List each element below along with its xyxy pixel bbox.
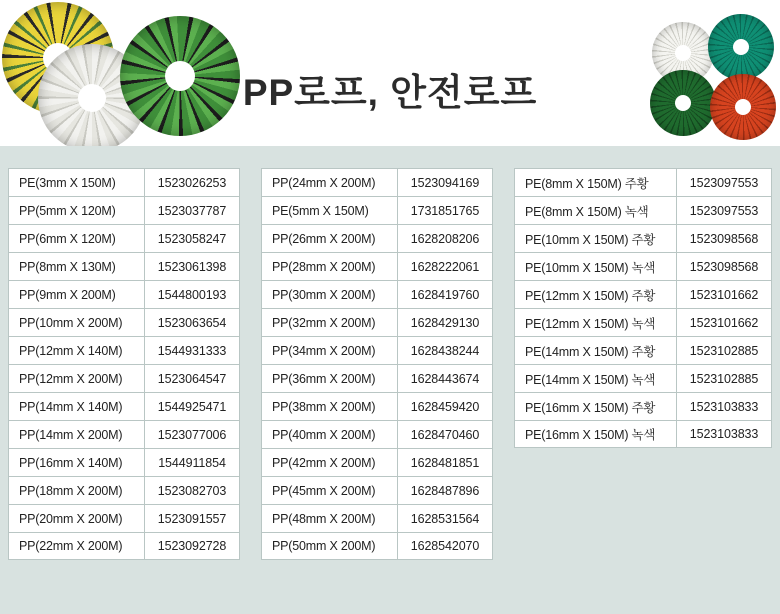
product-code: 1628481851 xyxy=(397,449,492,476)
product-spec: PP(24mm X 200M) xyxy=(272,175,376,190)
product-spec: PP(14mm X 200M) xyxy=(19,427,123,442)
page-header xyxy=(0,0,780,146)
product-spec: PP(40mm X 200M) xyxy=(272,427,376,442)
table-row xyxy=(8,280,240,308)
product-code: 1628470460 xyxy=(397,421,492,448)
product-code: 1523077006 xyxy=(144,421,239,448)
product-spec: PP(8mm X 130M) xyxy=(19,259,116,274)
table-row xyxy=(8,364,240,392)
product-code: 1628419760 xyxy=(397,281,492,308)
dark-green-rope-coil-icon xyxy=(650,70,716,136)
product-code: 1523101662 xyxy=(676,309,771,336)
table-row xyxy=(8,532,240,560)
table-row xyxy=(8,196,240,224)
product-code: 1628531564 xyxy=(397,505,492,532)
product-code: 1628542070 xyxy=(397,533,492,559)
product-spec: PE(10mm X 150M) 녹색 xyxy=(525,260,656,275)
product-spec: PP(14mm X 140M) xyxy=(19,399,123,414)
product-code: 1523103833 xyxy=(676,393,771,420)
table-row xyxy=(8,392,240,420)
table-row xyxy=(8,252,240,280)
product-code: 1523091557 xyxy=(144,505,239,532)
product-spec: PE(14mm X 150M) 주황 xyxy=(525,344,656,359)
page-title: PP로프, 안전로프 xyxy=(242,72,538,113)
product-spec: PP(28mm X 200M) xyxy=(272,259,376,274)
table-row xyxy=(261,532,493,560)
product-code: 1544925471 xyxy=(144,393,239,420)
product-column-1 xyxy=(8,168,240,560)
product-code: 1523063654 xyxy=(144,309,239,336)
product-code: 1523026253 xyxy=(144,169,239,196)
product-spec: PP(6mm X 120M) xyxy=(19,231,116,246)
product-code: 1544931333 xyxy=(144,337,239,364)
product-code: 1628438244 xyxy=(397,337,492,364)
product-spec: PP(38mm X 200M) xyxy=(272,399,376,414)
product-spec: PP(9mm X 200M) xyxy=(19,287,116,302)
product-code: 1628443674 xyxy=(397,365,492,392)
table-row xyxy=(261,420,493,448)
product-spec: PP(10mm X 200M) xyxy=(19,315,123,330)
product-code: 1523097553 xyxy=(676,197,771,224)
product-table-board xyxy=(0,146,780,614)
table-row xyxy=(514,308,772,336)
table-row xyxy=(8,308,240,336)
product-code: 1628208206 xyxy=(397,225,492,252)
product-code: 1544911854 xyxy=(144,449,239,476)
product-code: 1628429130 xyxy=(397,309,492,336)
product-code: 1523103833 xyxy=(676,421,771,447)
product-spec: PE(12mm X 150M) 녹색 xyxy=(525,316,656,331)
table-row xyxy=(261,224,493,252)
table-row xyxy=(514,420,772,448)
table-row xyxy=(261,280,493,308)
product-spec: PP(12mm X 200M) xyxy=(19,371,123,386)
teal-rope-coil-icon xyxy=(708,14,774,80)
product-table-columns xyxy=(0,168,780,560)
table-row xyxy=(514,252,772,280)
product-spec: PP(20mm X 200M) xyxy=(19,511,123,526)
table-row xyxy=(261,252,493,280)
product-code: 1523102885 xyxy=(676,337,771,364)
table-row xyxy=(8,448,240,476)
product-spec: PE(14mm X 150M) 녹색 xyxy=(525,372,656,387)
product-code: 1628459420 xyxy=(397,393,492,420)
table-row xyxy=(514,224,772,252)
table-row xyxy=(261,308,493,336)
table-row xyxy=(514,392,772,420)
product-code: 1628222061 xyxy=(397,253,492,280)
table-row xyxy=(8,476,240,504)
product-spec: PP(18mm X 200M) xyxy=(19,483,123,498)
table-row xyxy=(261,336,493,364)
product-spec: PP(36mm X 200M) xyxy=(272,371,376,386)
table-row xyxy=(514,364,772,392)
product-code: 1628487896 xyxy=(397,477,492,504)
table-row xyxy=(514,168,772,196)
product-spec: PP(26mm X 200M) xyxy=(272,231,376,246)
product-code: 1523037787 xyxy=(144,197,239,224)
table-row xyxy=(261,504,493,532)
product-spec: PE(3mm X 150M) xyxy=(19,175,116,190)
product-spec: PE(12mm X 150M) 주황 xyxy=(525,288,656,303)
product-spec: PE(16mm X 150M) 녹색 xyxy=(525,428,656,442)
product-spec: PP(45mm X 200M) xyxy=(272,483,376,498)
product-spec: PP(50mm X 200M) xyxy=(272,539,376,553)
product-spec: PE(5mm X 150M) xyxy=(272,203,369,218)
product-code: 1523082703 xyxy=(144,477,239,504)
product-code: 1523102885 xyxy=(676,365,771,392)
product-spec: PP(32mm X 200M) xyxy=(272,315,376,330)
table-row xyxy=(261,364,493,392)
product-spec: PP(48mm X 200M) xyxy=(272,511,376,526)
product-spec: PP(30mm X 200M) xyxy=(272,287,376,302)
table-row xyxy=(8,420,240,448)
table-row xyxy=(261,168,493,196)
product-code: 1523058247 xyxy=(144,225,239,252)
table-row xyxy=(8,336,240,364)
product-code: 1544800193 xyxy=(144,281,239,308)
product-code: 1731851765 xyxy=(397,197,492,224)
product-spec: PP(5mm X 120M) xyxy=(19,203,116,218)
product-spec: PE(10mm X 150M) 주황 xyxy=(525,232,656,247)
product-spec: PE(16mm X 150M) 주황 xyxy=(525,400,656,415)
product-spec: PE(8mm X 150M) 주황 xyxy=(525,176,649,191)
product-spec: PP(12mm X 140M) xyxy=(19,343,123,358)
product-code: 1523064547 xyxy=(144,365,239,392)
rope-artwork-right xyxy=(650,0,780,146)
table-row xyxy=(514,336,772,364)
product-code: 1523098568 xyxy=(676,225,771,252)
product-code: 1523092728 xyxy=(144,533,239,559)
table-row xyxy=(8,224,240,252)
product-code: 1523098568 xyxy=(676,253,771,280)
product-code: 1523097553 xyxy=(676,169,771,196)
product-spec: PP(22mm X 200M) xyxy=(19,539,123,553)
table-row xyxy=(261,476,493,504)
product-spec: PP(34mm X 200M) xyxy=(272,343,376,358)
table-row xyxy=(514,196,772,224)
table-row xyxy=(261,196,493,224)
table-row xyxy=(514,280,772,308)
table-row xyxy=(8,168,240,196)
product-code: 1523094169 xyxy=(397,169,492,196)
product-column-3 xyxy=(514,168,772,560)
product-spec: PP(42mm X 200M) xyxy=(272,455,376,470)
product-code: 1523061398 xyxy=(144,253,239,280)
table-row xyxy=(261,448,493,476)
product-code: 1523101662 xyxy=(676,281,771,308)
product-spec: PE(8mm X 150M) 녹색 xyxy=(525,204,649,219)
table-row xyxy=(8,504,240,532)
table-row xyxy=(261,392,493,420)
product-spec: PP(16mm X 140M) xyxy=(19,455,123,470)
red-rope-coil-icon xyxy=(710,74,776,140)
product-column-2 xyxy=(261,168,493,560)
